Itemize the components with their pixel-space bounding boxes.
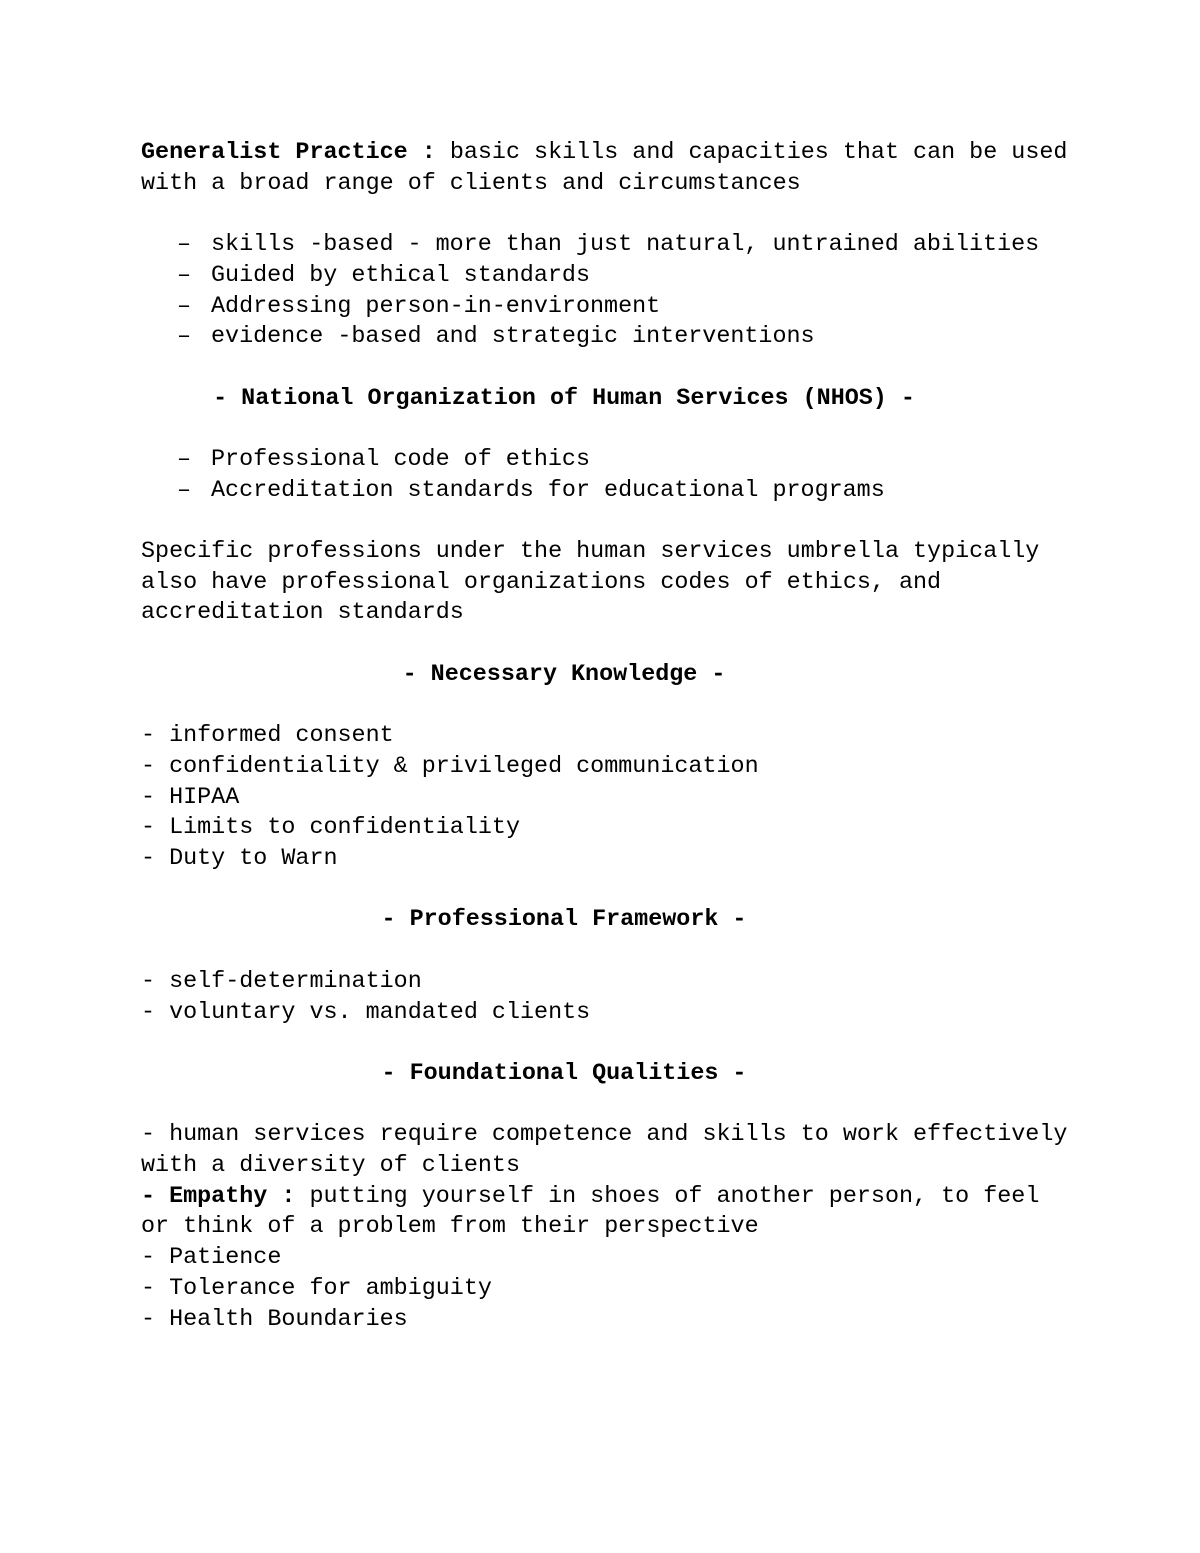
list-item: – evidence -based and strategic interventions (141, 322, 1081, 353)
nhos-heading: - National Organization of Human Services (NHOS) - (213, 385, 915, 412)
intro-paragraph (141, 138, 1081, 199)
framework-heading: - Professional Framework - (381, 907, 747, 934)
list-item: – Professional code of ethics (141, 445, 1081, 476)
list-item: - Tolerance for ambiguity (141, 1275, 492, 1302)
list-item: - Health Boundaries (141, 1306, 408, 1333)
spacer (141, 414, 1081, 445)
list-item: - voluntary vs. mandated clients (141, 999, 591, 1026)
spacer (141, 1028, 1081, 1059)
list-item: - Limits to confidentiality (141, 815, 520, 842)
dash-bullet: – (177, 324, 192, 351)
spacer (141, 353, 1081, 384)
spacer (141, 506, 1081, 537)
spacer (141, 629, 1081, 660)
list-item: - informed consent (141, 723, 394, 750)
dash-bullet: – (177, 477, 192, 504)
list-item: - HIPAA (141, 784, 240, 811)
list-item: – skills -based - more than just natural, untrained abilities (141, 230, 1081, 261)
dash-bullet: – (177, 262, 192, 289)
list-item: - human services require competence and skills to work effectively with a diversity of clients (141, 1122, 1082, 1180)
list-item: – Guided by ethical standards (141, 261, 1081, 292)
knowledge-list (141, 721, 1081, 875)
dash-bullet: – (177, 232, 192, 259)
list-item: - confidentiality & privileged communication (141, 753, 759, 780)
intro-definition: basic skills and capacities that can be used with a broad range of clients and circumstances (141, 140, 1082, 197)
framework-list (141, 967, 1081, 1028)
nhos-bullet-list (141, 445, 1081, 506)
list-item: – Accreditation standards for educational programs (141, 476, 1081, 507)
list-item: – Addressing person-in-environment (141, 292, 1081, 323)
document-body (141, 138, 1081, 1335)
empathy-item (141, 1182, 1081, 1243)
knowledge-heading: - Necessary Knowledge - (402, 661, 726, 688)
list-item: - Duty to Warn (141, 846, 338, 873)
specific-professions-paragraph: Specific professions under the human services umbrella typically also have professional organizations codes of ethics, and accreditation standards (141, 539, 1054, 627)
spacer (141, 1090, 1081, 1121)
generalist-bullet-list (141, 230, 1081, 353)
spacer (141, 199, 1081, 230)
empathy-definition: putting yourself in shoes of another person, to feel or think of a problem from their perspective (141, 1183, 1054, 1241)
qualities-list (141, 1120, 1081, 1335)
list-item: - self-determination (141, 968, 422, 995)
spacer (141, 691, 1081, 722)
intro-term: Generalist Practice : (141, 140, 436, 166)
spacer (141, 875, 1081, 906)
dash-bullet: – (177, 446, 192, 473)
spacer (141, 936, 1081, 967)
list-item: - Patience (141, 1245, 282, 1272)
qualities-heading: - Foundational Qualities - (381, 1060, 747, 1087)
dash-bullet: – (177, 293, 192, 320)
empathy-term: - Empathy : (141, 1183, 296, 1210)
